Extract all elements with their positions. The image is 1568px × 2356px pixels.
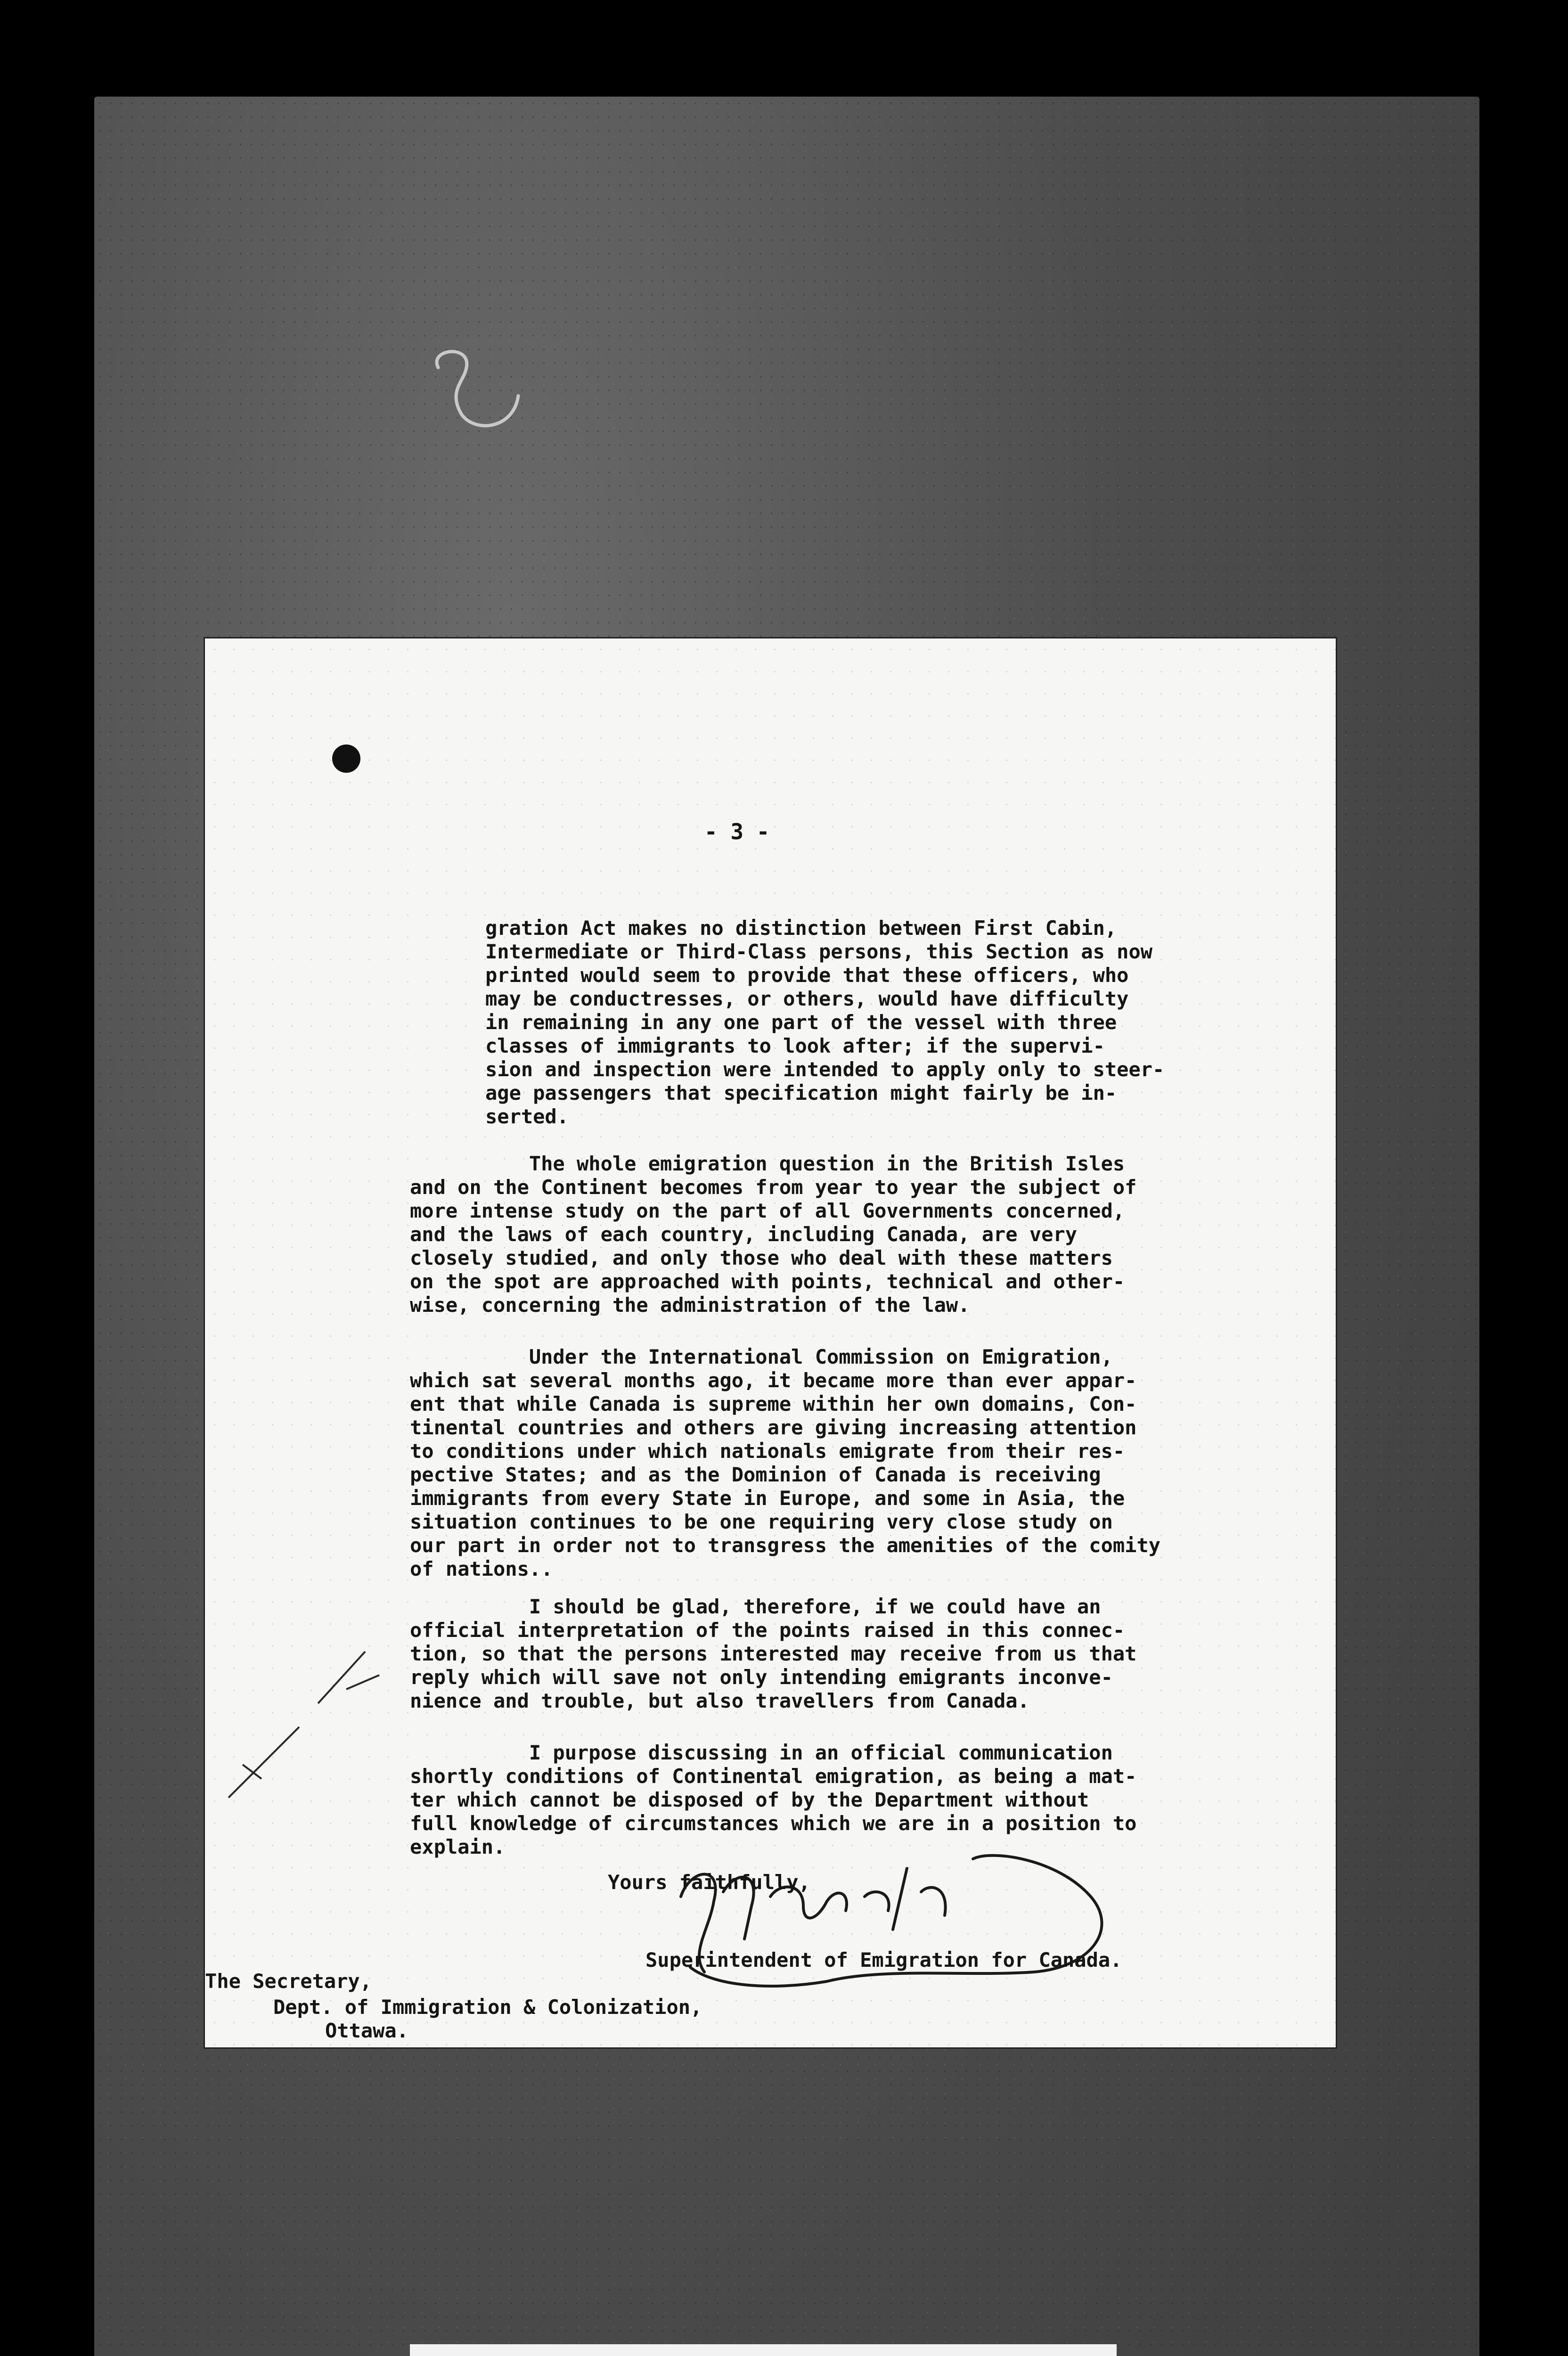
- pencil-mark-icon: [419, 339, 528, 443]
- paragraph-line: and the laws of each country, including Canada, are very: [410, 1223, 1078, 1246]
- addressee-line-3: Ottawa.: [325, 2019, 409, 2042]
- paragraph-line: in remaining in any one part of the vessel with three: [485, 1011, 1117, 1034]
- paragraph-line: immigrants from every State in Europe, and some in Asia, the: [410, 1487, 1125, 1510]
- closing: Yours faithfully,: [608, 1871, 810, 1894]
- addressee-line-2: Dept. of Immigration & Colonization,: [273, 1996, 702, 2019]
- paragraph-line: of nations..: [410, 1557, 553, 1580]
- paragraph-line: I purpose discussing in an official communication: [410, 1741, 1113, 1764]
- paragraph-2: [410, 1152, 1136, 1317]
- paragraph-line: official interpretation of the points raised in this connec-: [410, 1619, 1125, 1642]
- paragraph-line: serted.: [485, 1105, 569, 1128]
- paragraph-line: The whole emigration question in the British Isles: [410, 1152, 1125, 1175]
- paragraph-line: printed would seem to provide that these officers, who: [485, 964, 1129, 987]
- paragraph-line: sion and inspection were intended to apply only to steer-: [485, 1058, 1165, 1081]
- paragraph-line: our part in order not to transgress the amenities of the comity: [410, 1534, 1161, 1557]
- punch-hole: [332, 744, 360, 773]
- paragraph-line: I should be glad, therefore, if we could have an: [410, 1595, 1101, 1618]
- paragraph-line: wise, concerning the administration of the law.: [410, 1293, 970, 1317]
- paragraph-line: tion, so that the persons interested may receive from us that: [410, 1642, 1137, 1665]
- paragraph-line: ter which cannot be disposed of by the Department without: [410, 1788, 1089, 1811]
- paragraph-line: situation continues to be one requiring very close study on: [410, 1510, 1113, 1533]
- paragraph-line: classes of immigrants to look after; if the supervi-: [485, 1034, 1105, 1057]
- paragraph-line: more intense study on the part of all Governments concerned,: [410, 1199, 1125, 1222]
- paragraph-line: closely studied, and only those who deal with these matters: [410, 1246, 1113, 1269]
- signer-title: Superintendent of Emigration for Canada.: [645, 1948, 1122, 1972]
- archive-reference-label: [410, 2344, 1117, 2356]
- paragraph-line: gration Act makes no distinction between First Cabin,: [485, 916, 1117, 940]
- paragraph-line: on the spot are approached with points, technical and other-: [410, 1270, 1125, 1293]
- paragraph-line: pective States; and as the Dominion of Canada is receiving: [410, 1463, 1101, 1486]
- paragraph-line: reply which will save not only intending emigrants inconve-: [410, 1666, 1113, 1689]
- fold-mark: [224, 1609, 459, 1807]
- paragraph-line: shortly conditions of Continental emigration, as being a mat-: [410, 1765, 1137, 1788]
- paragraph-line: tinental countries and others are giving increasing attention: [410, 1416, 1137, 1439]
- paragraph-line: to conditions under which nationals emigrate from their res-: [410, 1440, 1125, 1463]
- paragraph-4: [410, 1595, 1136, 1713]
- paragraph-line: and on the Continent becomes from year to year the subject of: [410, 1176, 1137, 1199]
- paragraph-line: may be conductresses, or others, would have difficulty: [485, 987, 1129, 1010]
- letter-page: [205, 638, 1336, 2047]
- paragraph-line: nience and trouble, but also travellers from Canada.: [410, 1689, 1029, 1712]
- paragraph-line: full knowledge of circumstances which we are in a position to: [410, 1812, 1137, 1835]
- paragraph-line: explain.: [410, 1835, 506, 1858]
- paragraph-1: [485, 916, 1164, 1129]
- paragraph-line: Under the International Commission on Emigration,: [410, 1345, 1113, 1368]
- page-number: - 3 -: [704, 819, 770, 844]
- paragraph-line: ent that while Canada is supreme within her own domains, Con-: [410, 1392, 1137, 1415]
- addressee-line-1: The Secretary,: [205, 1970, 372, 1993]
- handwritten-signature: [582, 1840, 1124, 1996]
- paragraph-line: which sat several months ago, it became more than ever appar-: [410, 1369, 1137, 1392]
- paragraph-3: [410, 1345, 1160, 1581]
- paragraph-line: age passengers that specification might fairly be in-: [485, 1081, 1117, 1104]
- paragraph-line: Intermediate or Third-Class persons, this Section as now: [485, 940, 1153, 963]
